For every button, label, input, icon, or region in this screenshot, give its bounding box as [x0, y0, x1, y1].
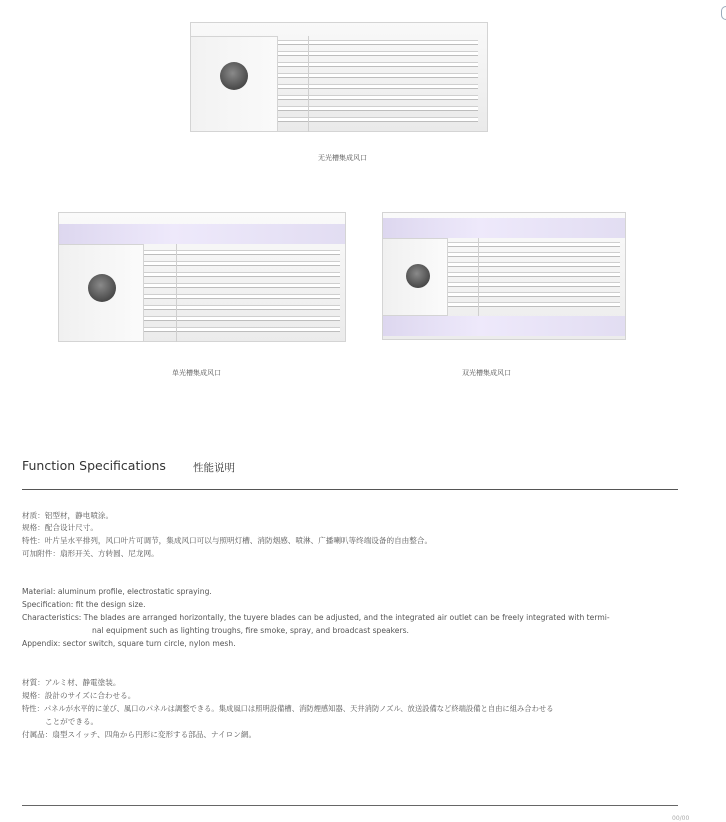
round-opening	[88, 274, 116, 302]
product-image-single-light-trough	[58, 212, 346, 342]
spec-en-specification: Specification: fit the design size.	[22, 600, 146, 609]
spec-zh-specification: 规格：配合设计尺寸。	[22, 523, 98, 532]
spec-en-characteristics-cont: nal equipment such as lighting troughs, fire smoke, spray, and broadcast speakers.	[92, 626, 409, 635]
section-divider	[22, 489, 678, 490]
spec-zh-characteristics: 特性：叶片呈水平排列，风口叶片可调节，集成风口可以与照明灯槽、消防烟感、喷淋、广播喇叭等终端设备的自由整合。	[22, 536, 433, 545]
grille-slats	[448, 242, 620, 314]
spec-ja-appendix: 付属品：扇型スイッチ、四角から円形に変形する部品、ナイロン網。	[22, 730, 257, 739]
spec-en-characteristics: Characteristics: The blades are arranged horizontally, the tuyere blades can be adjusted, and the integrated air outlet can be freely integrated with termi-	[22, 613, 610, 622]
spec-zh-material: 材质：铝型材，静电喷涂。	[22, 511, 114, 520]
round-opening	[406, 264, 430, 288]
spec-en-material: Material: aluminum profile, electrostatic spraying.	[22, 587, 212, 596]
spec-ja-specification: 規格：設計のサイズに合わせる。	[22, 691, 136, 700]
spec-zh-appendix: 可加附件：扇形开关、方转圆、尼龙网。	[22, 549, 159, 558]
spec-ja-characteristics: 特性：パネルが水平的に並び、風口のパネルは調整できる。集成風口は照明設備槽、消防煙感知器、天井消防ノズル、放送設備など終端設備と自由に組み合わせる	[22, 704, 554, 713]
section-title-en: Function Specifications	[22, 458, 166, 473]
page-number: 00/00	[672, 815, 690, 822]
spec-ja-characteristics-cont: ことができる。	[45, 717, 99, 726]
spec-en-appendix: Appendix: sector switch, square turn circle, nylon mesh.	[22, 639, 236, 648]
footer-divider	[22, 805, 678, 806]
product-image-no-light-trough	[190, 22, 488, 132]
product-image-double-light-trough	[382, 212, 626, 340]
page-edge-tab-icon	[721, 6, 726, 20]
grille-slats	[144, 250, 340, 338]
caption-no-light-trough: 无光槽集成风口	[318, 154, 367, 162]
round-opening	[220, 62, 248, 90]
spec-ja-material: 材質：アルミ材、静電塗装。	[22, 678, 121, 687]
section-title-cn: 性能说明	[193, 462, 235, 474]
caption-double-light-trough: 双光槽集成风口	[462, 369, 511, 377]
caption-single-light-trough: 单光槽集成风口	[172, 369, 221, 377]
